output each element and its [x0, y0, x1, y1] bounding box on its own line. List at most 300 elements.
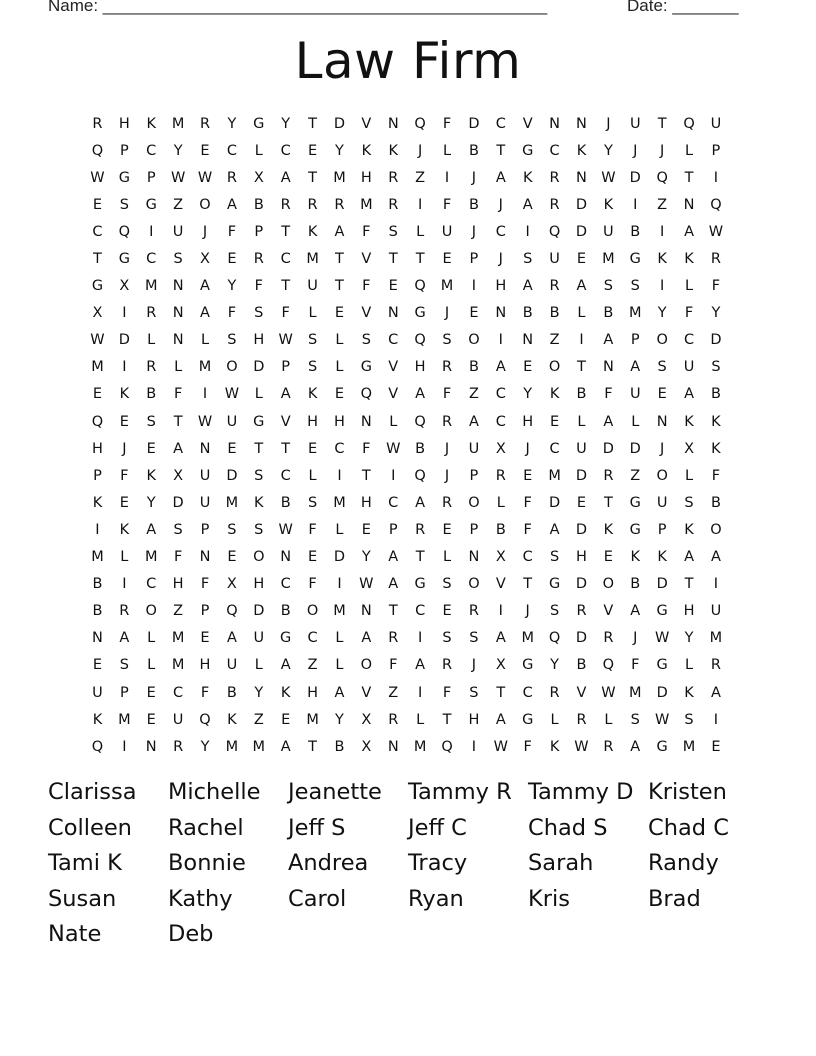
grid-letter[interactable]: N — [576, 115, 587, 132]
grid-letter[interactable]: C — [173, 684, 184, 701]
grid-letter[interactable]: N — [387, 305, 399, 322]
grid-letter[interactable]: O — [306, 603, 319, 620]
grid-letter[interactable]: D — [468, 115, 480, 132]
grid-letter[interactable]: N — [92, 630, 103, 647]
grid-letter[interactable]: F — [523, 494, 532, 511]
grid-letter[interactable]: D — [172, 494, 184, 511]
grid-letter[interactable]: Q — [226, 603, 238, 620]
grid-letter[interactable]: L — [147, 332, 156, 349]
grid-letter[interactable]: M — [144, 278, 158, 295]
grid-letter[interactable]: W — [654, 711, 670, 728]
grid-letter[interactable]: M — [548, 467, 561, 484]
grid-letter[interactable]: I — [202, 386, 208, 403]
grid-letter[interactable]: C — [683, 332, 695, 349]
grid-letter[interactable]: R — [576, 711, 587, 728]
grid-letter[interactable]: J — [606, 115, 611, 132]
grid-letter[interactable]: N — [172, 278, 184, 295]
grid-letter[interactable]: F — [173, 549, 183, 566]
grid-letter[interactable]: K — [684, 413, 694, 430]
grid-letter[interactable]: P — [630, 332, 640, 349]
grid-letter[interactable]: W — [170, 169, 186, 186]
grid-letter[interactable]: A — [630, 603, 641, 620]
grid-letter[interactable]: W — [654, 630, 670, 647]
grid-letter[interactable]: Y — [335, 142, 344, 159]
grid-letter[interactable]: P — [469, 467, 479, 484]
grid-letter[interactable]: R — [307, 196, 318, 213]
grid-letter[interactable]: R — [334, 196, 345, 213]
grid-letter[interactable]: B — [92, 603, 103, 620]
grid-letter[interactable]: A — [468, 413, 479, 430]
grid-letter[interactable]: F — [173, 386, 183, 403]
grid-letter[interactable]: U — [603, 223, 614, 240]
grid-letter[interactable]: T — [308, 169, 317, 186]
grid-letter[interactable]: T — [308, 738, 317, 755]
grid-letter[interactable]: R — [92, 115, 103, 132]
grid-letter[interactable]: C — [495, 413, 506, 430]
grid-letter[interactable]: R — [576, 603, 587, 620]
grid-letter[interactable]: L — [550, 711, 559, 728]
grid-letter[interactable]: G — [414, 305, 426, 322]
grid-letter[interactable]: X — [92, 305, 103, 322]
grid-letter[interactable]: G — [522, 711, 534, 728]
grid-letter[interactable]: A — [415, 386, 426, 403]
grid-letter[interactable]: T — [577, 359, 586, 376]
grid-letter[interactable]: U — [629, 386, 641, 403]
grid-letter[interactable]: C — [334, 440, 345, 457]
grid-letter[interactable]: L — [120, 549, 129, 566]
grid-letter[interactable]: O — [548, 359, 561, 376]
grid-letter[interactable]: F — [120, 467, 129, 484]
grid-letter[interactable]: O — [656, 332, 668, 349]
grid-letter[interactable]: I — [417, 684, 423, 701]
grid-letter[interactable]: T — [254, 440, 264, 457]
grid-letter[interactable]: L — [200, 332, 210, 349]
grid-letter[interactable]: G — [414, 576, 426, 593]
grid-letter[interactable]: K — [280, 684, 291, 701]
grid-letter[interactable]: N — [468, 549, 480, 566]
grid-letter[interactable]: L — [577, 413, 586, 430]
grid-letter[interactable]: X — [173, 467, 184, 484]
grid-letter[interactable]: F — [684, 305, 694, 322]
grid-letter[interactable]: U — [199, 467, 211, 484]
grid-letter[interactable]: C — [549, 142, 560, 159]
grid-letter[interactable]: M — [252, 738, 266, 755]
grid-letter[interactable]: C — [495, 223, 506, 240]
grid-letter[interactable]: Q — [414, 413, 426, 430]
grid-letter[interactable]: Y — [227, 278, 237, 295]
grid-letter[interactable]: E — [442, 251, 452, 268]
grid-letter[interactable]: S — [630, 711, 640, 728]
grid-letter[interactable]: F — [523, 521, 532, 538]
grid-letter[interactable]: W — [359, 576, 374, 593]
grid-letter[interactable]: V — [361, 305, 372, 322]
grid-letter[interactable]: J — [471, 169, 477, 186]
grid-letter[interactable]: E — [200, 630, 210, 647]
grid-letter[interactable]: J — [633, 142, 638, 159]
grid-letter[interactable]: L — [335, 332, 344, 349]
grid-letter[interactable]: E — [334, 305, 345, 322]
grid-letter[interactable]: A — [388, 576, 399, 593]
grid-letter[interactable]: E — [550, 413, 560, 430]
grid-letter[interactable]: Q — [91, 413, 104, 430]
grid-letter[interactable]: K — [146, 467, 156, 484]
grid-letter[interactable]: Y — [281, 115, 291, 132]
grid-letter[interactable]: O — [710, 521, 722, 538]
grid-letter[interactable]: R — [710, 657, 721, 674]
grid-letter[interactable]: G — [253, 413, 265, 430]
grid-letter[interactable]: R — [441, 494, 453, 511]
grid-letter[interactable]: Z — [549, 332, 560, 349]
grid-letter[interactable]: M — [91, 359, 104, 376]
grid-letter[interactable]: L — [335, 359, 344, 376]
grid-letter[interactable]: Z — [173, 196, 184, 213]
grid-letter[interactable]: U — [307, 278, 318, 295]
grid-letter[interactable]: I — [713, 169, 719, 186]
grid-letter[interactable]: B — [226, 684, 237, 701]
grid-letter[interactable]: Y — [603, 142, 613, 159]
grid-letter[interactable]: N — [280, 549, 292, 566]
grid-letter[interactable]: D — [629, 169, 641, 186]
grid-letter[interactable]: J — [202, 223, 208, 240]
grid-letter[interactable]: F — [200, 684, 210, 701]
grid-letter[interactable]: I — [471, 278, 477, 295]
grid-letter[interactable]: E — [92, 196, 103, 213]
grid-letter[interactable]: L — [308, 467, 317, 484]
grid-letter[interactable]: P — [93, 467, 102, 484]
grid-letter[interactable]: D — [629, 440, 641, 457]
grid-letter[interactable]: I — [660, 223, 665, 240]
grid-letter[interactable]: I — [122, 738, 127, 755]
grid-letter[interactable]: C — [522, 684, 533, 701]
grid-letter[interactable]: T — [281, 440, 291, 457]
grid-letter[interactable]: Y — [711, 305, 721, 322]
grid-letter[interactable]: A — [146, 521, 157, 538]
grid-letter[interactable]: E — [307, 440, 318, 457]
grid-letter[interactable]: P — [281, 359, 291, 376]
grid-letter[interactable]: U — [226, 657, 238, 674]
grid-letter[interactable]: I — [471, 738, 477, 755]
grid-letter[interactable]: Y — [523, 386, 533, 403]
grid-letter[interactable]: G — [656, 657, 668, 674]
grid-letter[interactable]: M — [171, 657, 185, 674]
grid-letter[interactable]: M — [91, 549, 104, 566]
grid-letter[interactable]: E — [119, 413, 129, 430]
grid-letter[interactable]: M — [629, 684, 642, 701]
grid-letter[interactable]: L — [254, 657, 263, 674]
grid-letter[interactable]: O — [360, 657, 373, 674]
grid-letter[interactable]: M — [333, 603, 346, 620]
grid-letter[interactable]: A — [630, 359, 641, 376]
grid-letter[interactable]: O — [199, 196, 211, 213]
grid-letter[interactable]: O — [468, 332, 480, 349]
grid-letter[interactable]: D — [575, 223, 588, 240]
grid-letter[interactable]: W — [90, 332, 105, 349]
grid-letter[interactable]: H — [414, 359, 426, 376]
grid-letter[interactable]: C — [146, 142, 157, 159]
grid-letter[interactable]: M — [198, 359, 212, 376]
grid-letter[interactable]: R — [441, 413, 453, 430]
grid-letter[interactable]: E — [576, 251, 587, 268]
grid-letter[interactable]: E — [576, 494, 587, 511]
grid-letter[interactable]: J — [471, 223, 477, 240]
grid-letter[interactable]: E — [307, 549, 318, 566]
grid-letter[interactable]: G — [280, 630, 292, 647]
grid-letter[interactable]: R — [603, 738, 614, 755]
grid-letter[interactable]: E — [119, 494, 129, 511]
grid-letter[interactable]: T — [415, 549, 425, 566]
grid-letter[interactable]: C — [280, 142, 291, 159]
grid-letter[interactable]: Q — [414, 278, 426, 295]
grid-letter[interactable]: M — [171, 630, 185, 647]
grid-letter[interactable]: H — [468, 711, 480, 728]
grid-letter[interactable]: H — [307, 684, 319, 701]
grid-letter[interactable]: I — [337, 576, 342, 593]
grid-letter[interactable]: T — [657, 115, 667, 132]
grid-letter[interactable]: H — [172, 576, 184, 593]
grid-letter[interactable]: S — [173, 521, 183, 538]
grid-letter[interactable]: D — [575, 521, 588, 538]
grid-letter[interactable]: Q — [548, 223, 561, 240]
grid-letter[interactable]: M — [682, 738, 696, 755]
grid-letter[interactable]: S — [119, 196, 129, 213]
grid-letter[interactable]: J — [444, 305, 450, 322]
grid-letter[interactable]: A — [522, 278, 533, 295]
grid-letter[interactable]: A — [361, 630, 372, 647]
grid-letter[interactable]: P — [388, 521, 398, 538]
grid-letter[interactable]: Q — [414, 467, 426, 484]
grid-letter[interactable]: X — [361, 738, 372, 755]
grid-letter[interactable]: F — [308, 576, 317, 593]
grid-letter[interactable]: W — [278, 521, 293, 538]
grid-letter[interactable]: M — [440, 278, 454, 295]
grid-letter[interactable]: K — [119, 386, 130, 403]
grid-letter[interactable]: E — [92, 657, 103, 674]
grid-letter[interactable]: J — [122, 440, 127, 457]
grid-letter[interactable]: H — [91, 440, 103, 457]
grid-letter[interactable]: E — [361, 521, 371, 538]
grid-letter[interactable]: R — [388, 196, 399, 213]
grid-letter[interactable]: L — [254, 142, 263, 159]
grid-letter[interactable]: D — [226, 467, 238, 484]
grid-letter[interactable]: Y — [173, 142, 183, 159]
grid-letter[interactable]: R — [549, 169, 560, 186]
grid-letter[interactable]: J — [471, 657, 477, 674]
grid-letter[interactable]: V — [388, 359, 399, 376]
grid-letter[interactable]: X — [253, 169, 264, 186]
grid-letter[interactable]: T — [308, 115, 317, 132]
grid-letter[interactable]: M — [629, 305, 642, 322]
grid-letter[interactable]: E — [603, 549, 613, 566]
grid-letter[interactable]: B — [576, 657, 587, 674]
grid-letter[interactable]: F — [389, 657, 398, 674]
grid-letter[interactable]: L — [684, 278, 694, 295]
grid-letter[interactable]: H — [576, 549, 587, 566]
grid-letter[interactable]: I — [713, 711, 719, 728]
grid-letter[interactable]: H — [334, 413, 345, 430]
grid-letter[interactable]: O — [145, 603, 157, 620]
grid-letter[interactable]: R — [388, 711, 399, 728]
grid-letter[interactable]: V — [495, 576, 506, 593]
grid-letter[interactable]: T — [281, 223, 291, 240]
grid-letter[interactable]: S — [173, 251, 183, 268]
grid-letter[interactable]: Z — [307, 657, 318, 674]
grid-letter[interactable]: A — [630, 738, 641, 755]
grid-letter[interactable]: B — [415, 440, 426, 457]
grid-letter[interactable]: O — [226, 359, 238, 376]
grid-letter[interactable]: T — [173, 413, 183, 430]
grid-letter[interactable]: T — [93, 251, 102, 268]
grid-letter[interactable]: V — [388, 386, 399, 403]
grid-letter[interactable]: T — [523, 576, 533, 593]
grid-letter[interactable]: D — [333, 549, 346, 566]
grid-letter[interactable]: K — [576, 142, 587, 159]
grid-letter[interactable]: D — [656, 684, 668, 701]
grid-letter[interactable]: Q — [91, 142, 104, 159]
grid-letter[interactable]: C — [495, 115, 506, 132]
grid-letter[interactable]: E — [146, 440, 156, 457]
grid-letter[interactable]: O — [656, 467, 668, 484]
grid-letter[interactable]: U — [576, 440, 587, 457]
grid-letter[interactable]: Q — [548, 630, 561, 647]
grid-letter[interactable]: I — [417, 630, 423, 647]
grid-letter[interactable]: J — [417, 142, 423, 159]
grid-letter[interactable]: D — [575, 630, 588, 647]
grid-letter[interactable]: L — [442, 142, 452, 159]
grid-letter[interactable]: C — [495, 386, 506, 403]
grid-letter[interactable]: R — [280, 196, 291, 213]
grid-letter[interactable]: K — [254, 494, 264, 511]
grid-letter[interactable]: D — [575, 576, 588, 593]
grid-letter[interactable]: C — [146, 251, 157, 268]
grid-letter[interactable]: G — [118, 251, 130, 268]
grid-letter[interactable]: R — [388, 630, 399, 647]
grid-letter[interactable]: Q — [118, 223, 131, 240]
grid-letter[interactable]: M — [306, 251, 319, 268]
grid-letter[interactable]: A — [280, 386, 291, 403]
grid-letter[interactable]: E — [334, 386, 345, 403]
grid-letter[interactable]: K — [119, 521, 130, 538]
grid-letter[interactable]: Y — [657, 305, 667, 322]
grid-letter[interactable]: L — [442, 549, 452, 566]
grid-letter[interactable]: R — [468, 603, 479, 620]
grid-letter[interactable]: L — [254, 386, 263, 403]
grid-letter[interactable]: M — [333, 494, 346, 511]
grid-letter[interactable]: J — [444, 440, 450, 457]
grid-letter[interactable]: N — [360, 603, 372, 620]
grid-letter[interactable]: T — [442, 711, 452, 728]
grid-letter[interactable]: G — [253, 115, 265, 132]
grid-letter[interactable]: P — [146, 169, 156, 186]
grid-letter[interactable]: R — [549, 196, 560, 213]
grid-letter[interactable]: W — [90, 169, 105, 186]
grid-letter[interactable]: K — [657, 251, 667, 268]
grid-letter[interactable]: S — [684, 711, 694, 728]
grid-letter[interactable]: J — [498, 251, 503, 268]
grid-letter[interactable]: Q — [683, 115, 695, 132]
grid-letter[interactable]: V — [280, 413, 291, 430]
grid-letter[interactable]: E — [442, 521, 452, 538]
grid-letter[interactable]: B — [146, 386, 157, 403]
grid-letter[interactable]: T — [603, 494, 613, 511]
grid-letter[interactable]: S — [657, 359, 667, 376]
grid-letter[interactable]: L — [147, 657, 156, 674]
grid-letter[interactable]: J — [660, 142, 665, 159]
grid-letter[interactable]: U — [441, 223, 453, 240]
grid-letter[interactable]: S — [254, 305, 264, 322]
grid-letter[interactable]: F — [362, 440, 371, 457]
grid-letter[interactable]: A — [603, 332, 614, 349]
grid-letter[interactable]: P — [200, 603, 210, 620]
grid-letter[interactable]: S — [549, 603, 560, 620]
grid-letter[interactable]: H — [118, 115, 130, 132]
grid-letter[interactable]: I — [417, 196, 423, 213]
grid-letter[interactable]: R — [603, 630, 614, 647]
grid-letter[interactable]: R — [253, 251, 264, 268]
grid-letter[interactable]: K — [307, 223, 318, 240]
grid-letter[interactable]: F — [227, 223, 237, 240]
grid-letter[interactable]: Z — [657, 196, 668, 213]
grid-letter[interactable]: C — [226, 142, 237, 159]
grid-letter[interactable]: H — [307, 413, 319, 430]
grid-letter[interactable]: P — [657, 521, 667, 538]
grid-letter[interactable]: E — [146, 684, 156, 701]
grid-letter[interactable]: A — [495, 630, 506, 647]
grid-letter[interactable]: R — [415, 521, 426, 538]
grid-letter[interactable]: N — [549, 115, 561, 132]
grid-letter[interactable]: K — [549, 386, 560, 403]
grid-letter[interactable]: T — [335, 278, 344, 295]
grid-letter[interactable]: P — [200, 521, 210, 538]
grid-letter[interactable]: O — [253, 549, 265, 566]
grid-letter[interactable]: I — [122, 305, 127, 322]
grid-letter[interactable]: Z — [388, 684, 399, 701]
grid-letter[interactable]: T — [684, 169, 694, 186]
grid-letter[interactable]: G — [360, 359, 372, 376]
grid-letter[interactable]: E — [227, 549, 237, 566]
grid-letter[interactable]: K — [146, 115, 156, 132]
grid-letter[interactable]: I — [579, 332, 584, 349]
grid-letter[interactable]: Y — [146, 494, 156, 511]
grid-letter[interactable]: K — [227, 711, 237, 728]
grid-letter[interactable]: A — [119, 630, 130, 647]
grid-letter[interactable]: I — [525, 223, 530, 240]
grid-letter[interactable]: R — [441, 657, 453, 674]
grid-letter[interactable]: H — [683, 603, 695, 620]
grid-letter[interactable]: Q — [91, 738, 104, 755]
grid-letter[interactable]: K — [711, 440, 721, 457]
grid-letter[interactable]: D — [549, 494, 561, 511]
grid-letter[interactable]: R — [119, 603, 130, 620]
grid-letter[interactable]: D — [710, 332, 722, 349]
grid-letter[interactable]: W — [601, 684, 616, 701]
grid-letter[interactable]: S — [523, 251, 533, 268]
grid-letter[interactable]: L — [496, 494, 505, 511]
grid-letter[interactable]: E — [523, 467, 533, 484]
grid-letter[interactable]: V — [603, 603, 614, 620]
grid-letter[interactable]: R — [603, 467, 614, 484]
grid-letter[interactable]: N — [172, 332, 184, 349]
grid-letter[interactable]: W — [708, 223, 724, 240]
grid-letter[interactable]: C — [415, 603, 426, 620]
grid-letter[interactable]: F — [442, 196, 452, 213]
grid-letter[interactable]: E — [281, 711, 291, 728]
grid-letter[interactable]: A — [495, 169, 506, 186]
grid-letter[interactable]: F — [711, 467, 721, 484]
grid-letter[interactable]: M — [225, 738, 239, 755]
grid-letter[interactable]: K — [522, 169, 533, 186]
grid-letter[interactable]: L — [389, 413, 398, 430]
grid-letter[interactable]: M — [360, 196, 373, 213]
